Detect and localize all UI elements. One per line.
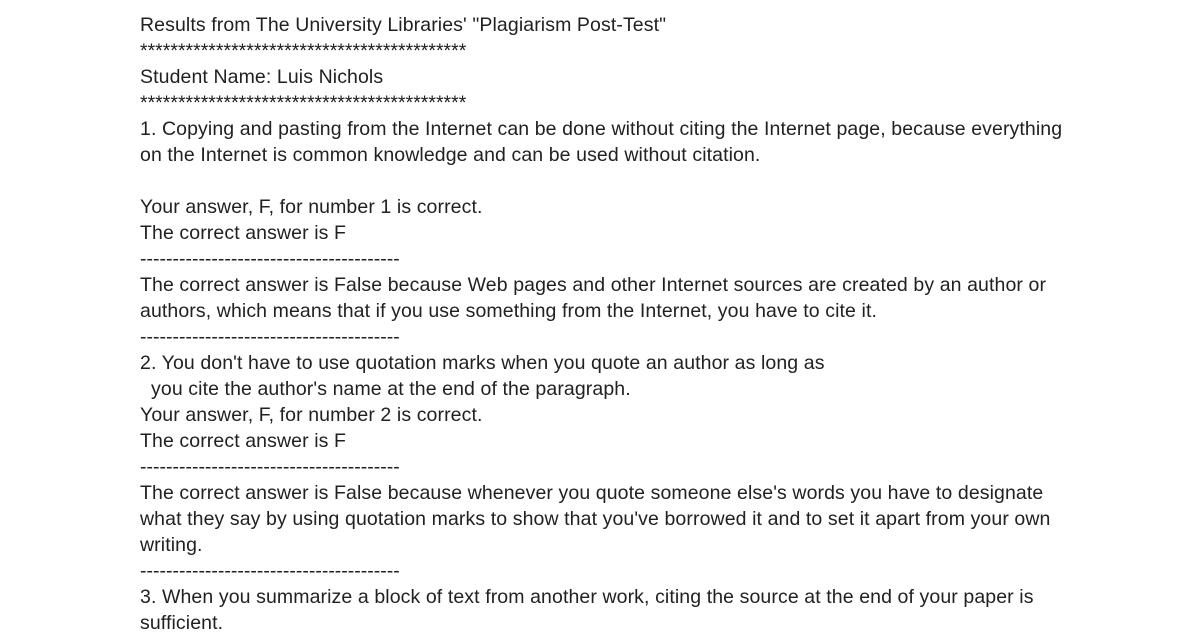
document-line: on the Internet is common knowledge and can be used without citation. (140, 144, 761, 166)
document-line: authors, which means that if you use something from the Internet, you have to cite it. (140, 300, 877, 322)
document-line: The correct answer is False because whenever you quote someone else's words you have to designate (140, 482, 1044, 504)
document-line: Your answer, F, for number 2 is correct. (140, 404, 483, 426)
document-line: what they say by using quotation marks to show that you've borrowed it and to set it apart from your own (140, 508, 1051, 530)
document-line: Student Name: Luis Nichols (140, 66, 384, 88)
document-line: Results from The University Libraries' "Plagiarism Post-Test" (140, 14, 667, 36)
dash-separator: ---------------------------------------- (140, 326, 400, 348)
document-line: Your answer, F, for number 1 is correct. (140, 196, 483, 218)
asterisk-separator: ******************************************* (140, 40, 467, 62)
document-line: 1. Copying and pasting from the Internet can be done without citing the Internet page, because everything (140, 118, 1063, 140)
document-line: 3. When you summarize a block of text from another work, citing the source at the end of your paper is (140, 586, 1034, 608)
document-page (140, 12, 1070, 636)
dash-separator: ---------------------------------------- (140, 456, 400, 478)
blank-line (140, 168, 1070, 194)
document-line: 2. You don't have to use quotation marks when you quote an author as long as (140, 352, 825, 374)
dash-separator: ---------------------------------------- (140, 560, 400, 582)
document-line: writing. (140, 534, 203, 556)
document-line: sufficient. (140, 612, 224, 634)
document-line: The correct answer is False because Web pages and other Internet sources are created by an author or (140, 274, 1047, 296)
document-line: you cite the author's name at the end of the paragraph. (140, 378, 631, 400)
dash-separator: ---------------------------------------- (140, 248, 400, 270)
document-line: The correct answer is F (140, 222, 347, 244)
asterisk-separator: ******************************************* (140, 92, 467, 114)
document-line: The correct answer is F (140, 430, 347, 452)
